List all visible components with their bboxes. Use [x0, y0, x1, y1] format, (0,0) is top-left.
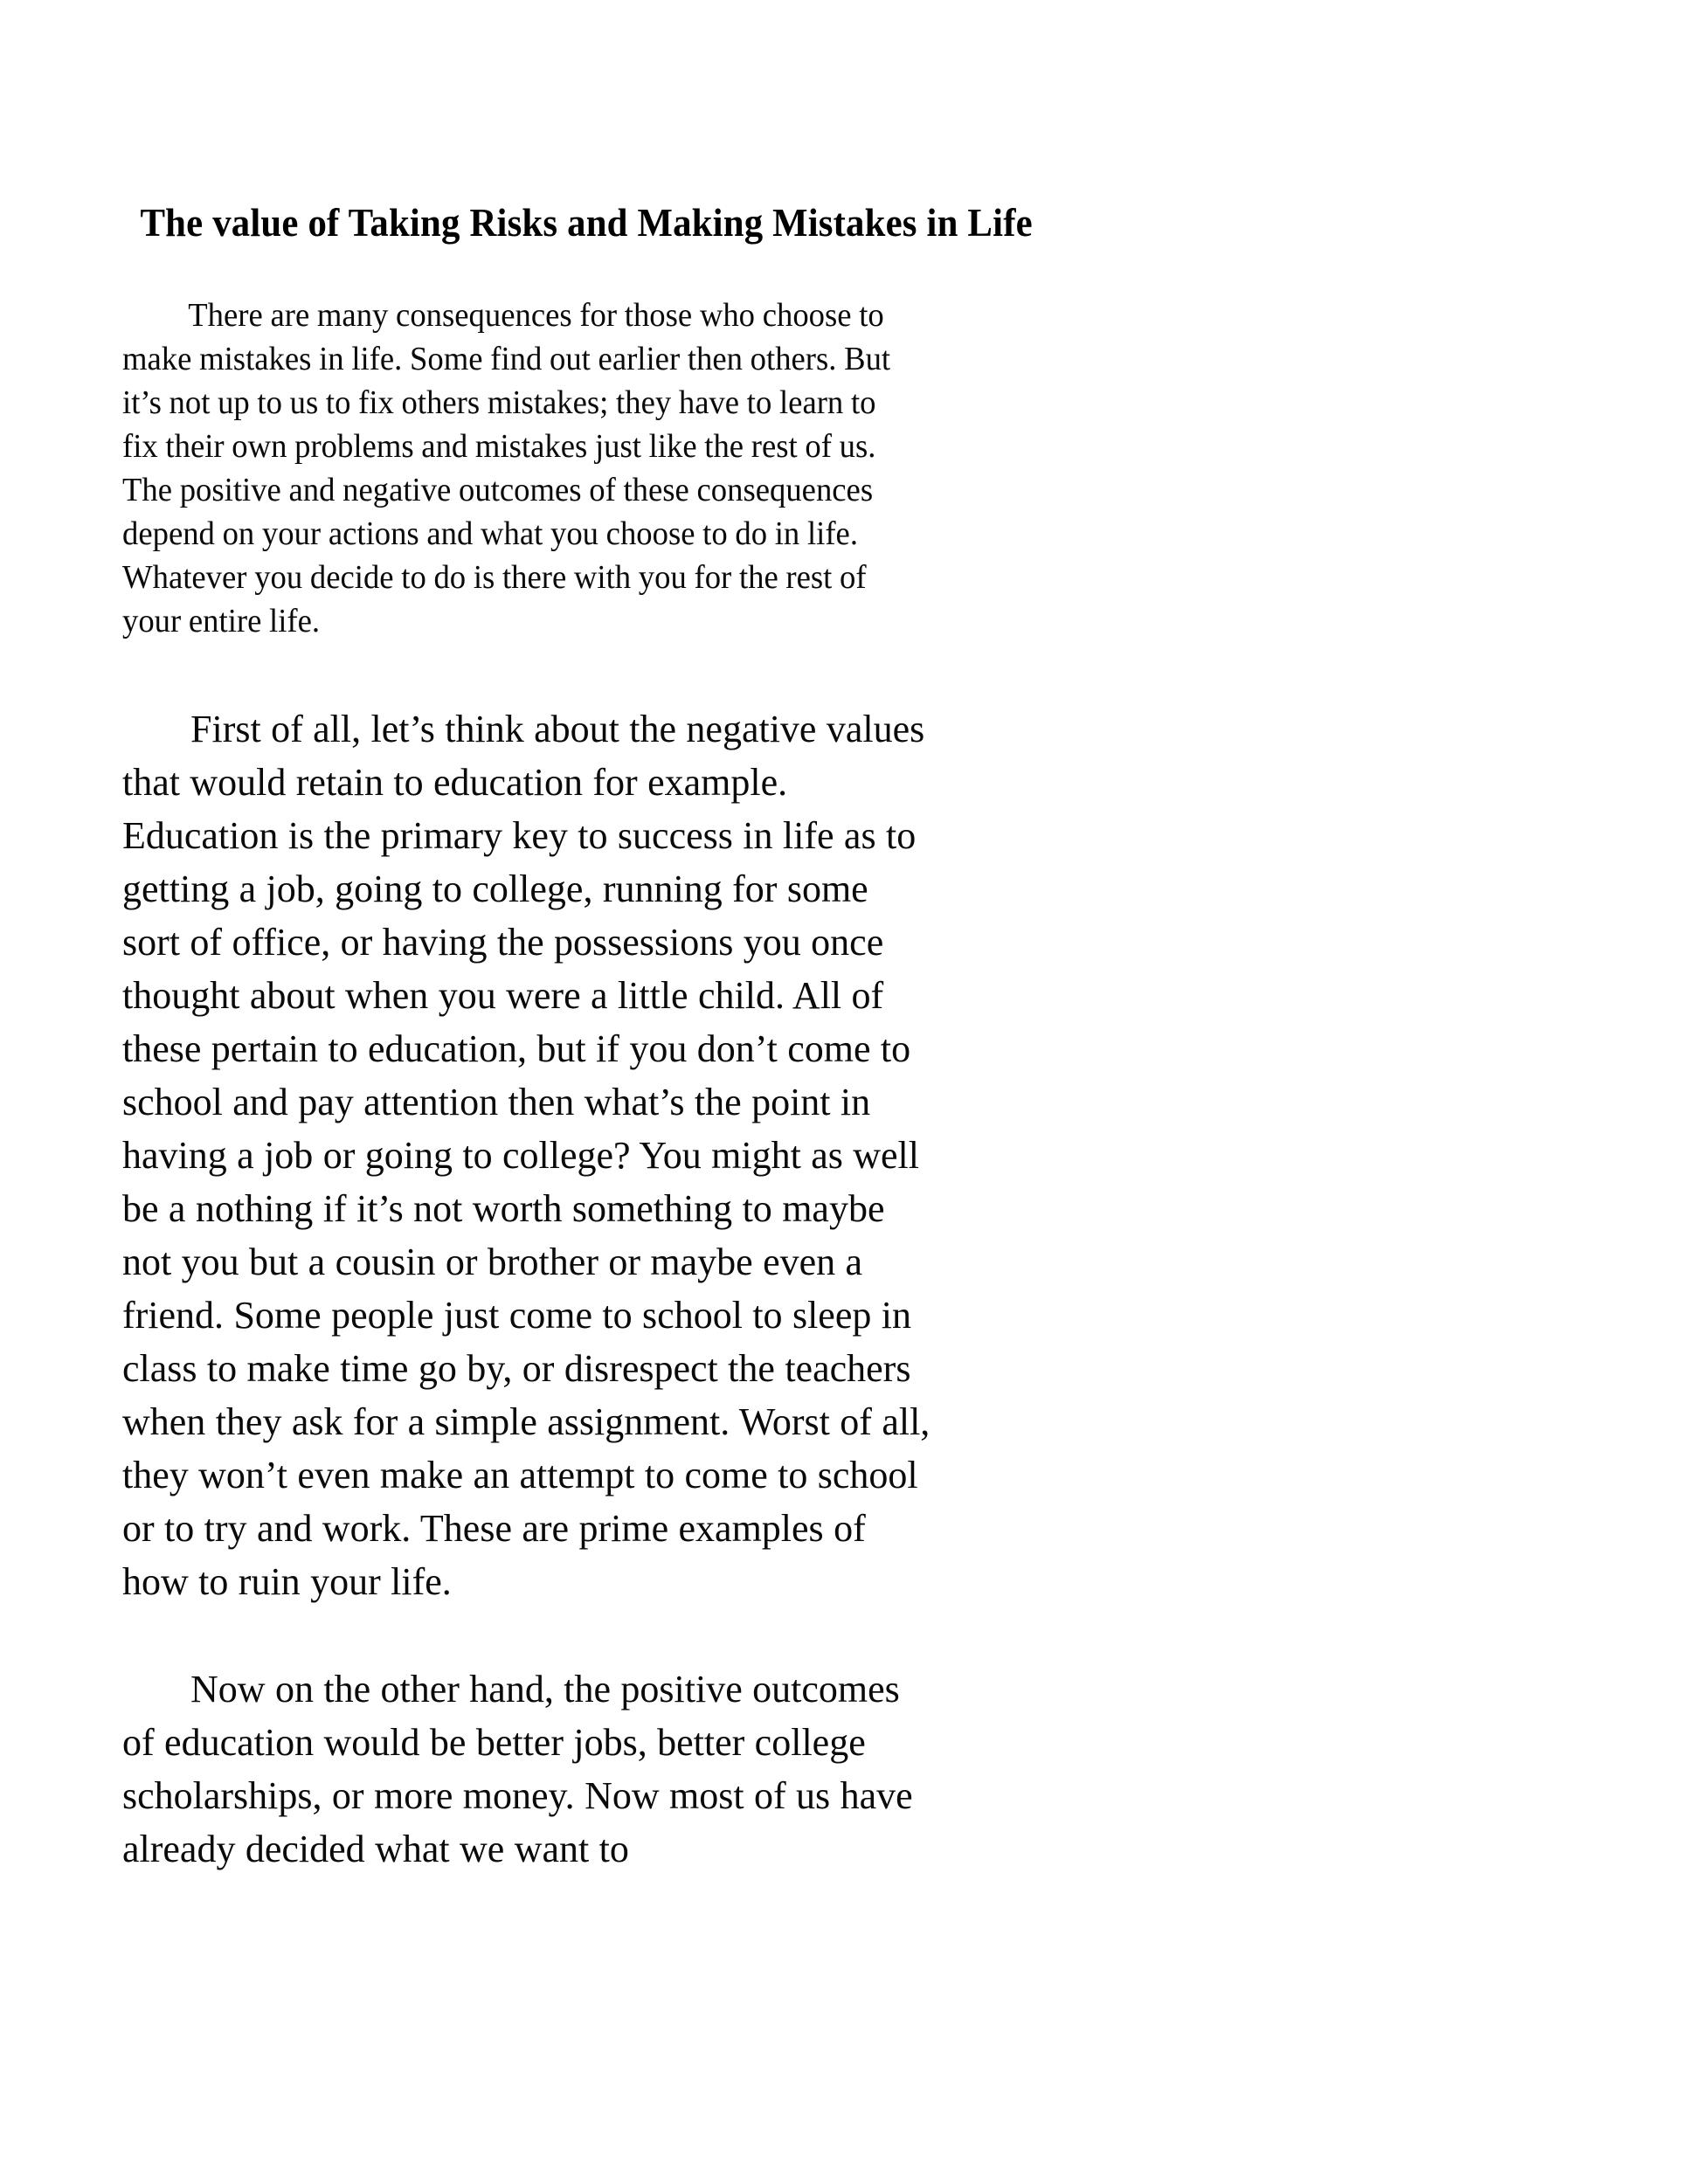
paragraph-spacer-1: [122, 643, 930, 702]
body-paragraph-3: Now on the other hand, the positive outcomes of education would be better jobs, better college scholarships, or more money. Now most of us have already decided what we want to: [122, 1668, 913, 1870]
document-text-column: [122, 0, 1033, 1876]
body-paragraph-1: There are many consequences for those who choose to make mistakes in life. Some find out earlier then others. But it’s not up to us to fix others mistakes; they have to learn to fix their own problems and mistakes just like the rest of us. The positive and negative outcomes of these consequences depend on your actions and what you choose to do in life. Whatever you decide to do is there with you for the rest of your entire life.: [122, 297, 891, 639]
page-title: The value of Taking Risks and Making Mistakes in Life: [140, 200, 1033, 245]
body-paragraph-2: First of all, let’s think about the negative values that would retain to education for example. Education is the primary key to success in life as to getting a job, going to college, running for some sort of office, or having the possessions you once thought about when you were a little child. All of these pertain to education, but if you don’t come to school and pay attention then what’s the point in having a job or going to college? You might as well be a nothing if it’s not worth something to maybe not you but a cousin or brother or maybe even a friend. Some people just come to school to sleep in class to make time go by, or disrespect the teachers when they ask for a simple assignment. Worst of all, they won’t even make an attempt to come to school or to try and work. These are prime examples of how to ruin your life.: [122, 708, 930, 1603]
paragraph-spacer-2: [122, 1608, 930, 1662]
